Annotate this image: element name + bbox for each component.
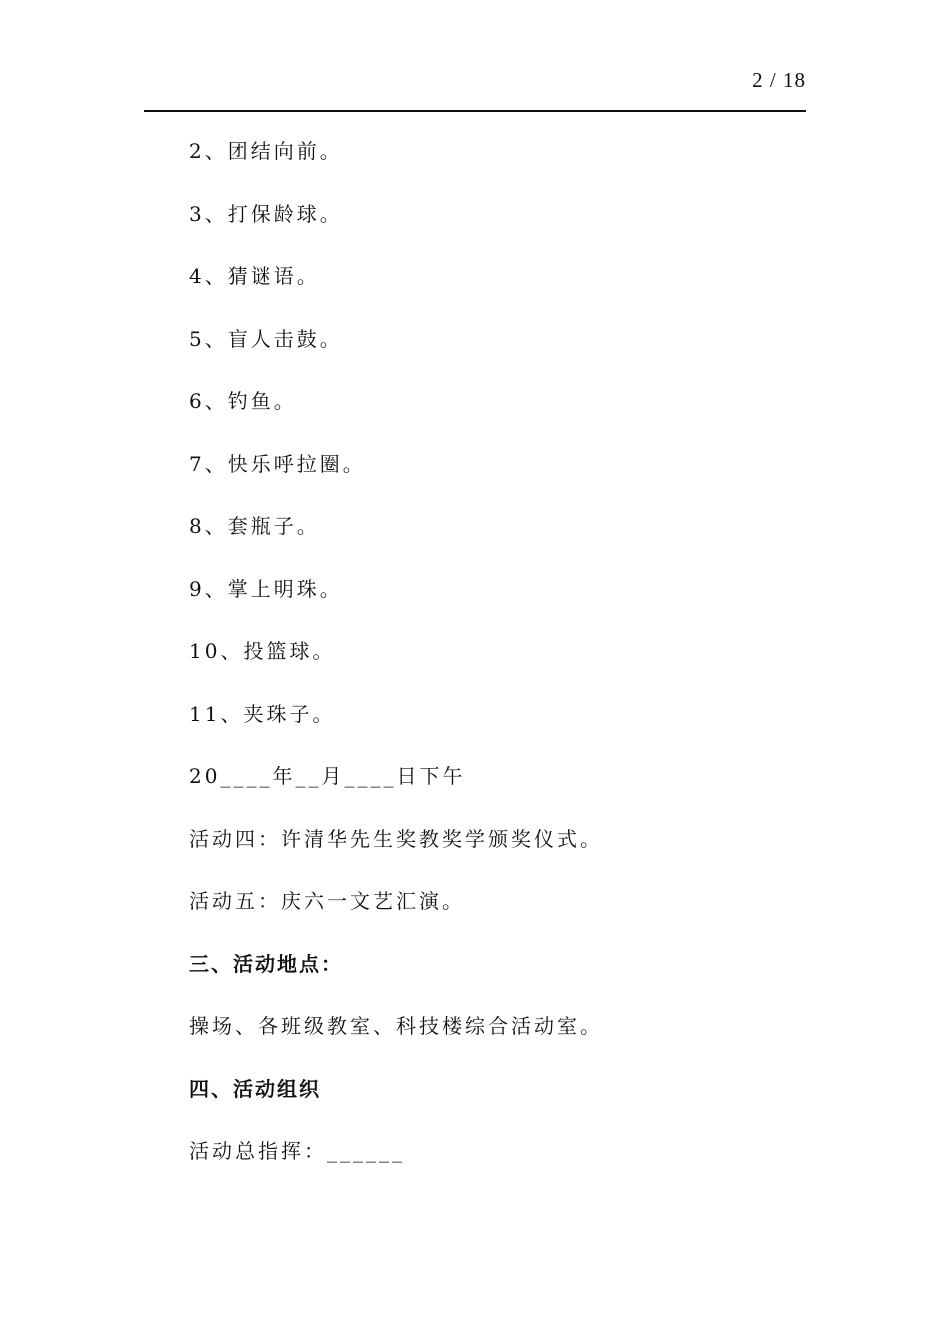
list-item: 2、团结向前。 — [189, 139, 343, 163]
list-item: 8、套瓶子。 — [189, 514, 320, 538]
activity-five-paragraph: 活动五：庆六一文艺汇演。 — [189, 889, 465, 913]
location-paragraph: 操场、各班级教室、科技楼综合活动室。 — [189, 1014, 603, 1038]
header-rule — [144, 110, 806, 112]
list-item: 9、掌上明珠。 — [189, 576, 343, 601]
list-item: 11、夹珠子。 — [189, 701, 336, 726]
page-number: 2 / 18 — [752, 68, 806, 92]
list-item: 6、钓鱼。 — [189, 389, 297, 413]
section-heading-organization: 四、活动组织 — [189, 1076, 321, 1101]
list-item: 5、盲人击鼓。 — [189, 326, 343, 351]
list-item: 3、打保龄球。 — [189, 201, 343, 226]
activity-four-paragraph: 活动四：许清华先生奖教奖学颁奖仪式。 — [189, 826, 603, 851]
list-item: 4、猜谜语。 — [189, 264, 320, 288]
date-line: 20____年__月____日下午 — [189, 764, 466, 788]
document-body — [189, 136, 806, 1199]
commander-line: 活动总指挥：______ — [189, 1139, 405, 1163]
section-heading-location: 三、活动地点： — [189, 951, 343, 976]
list-item: 7、快乐呼拉圈。 — [189, 451, 366, 476]
list-item: 10、投篮球。 — [189, 639, 336, 663]
